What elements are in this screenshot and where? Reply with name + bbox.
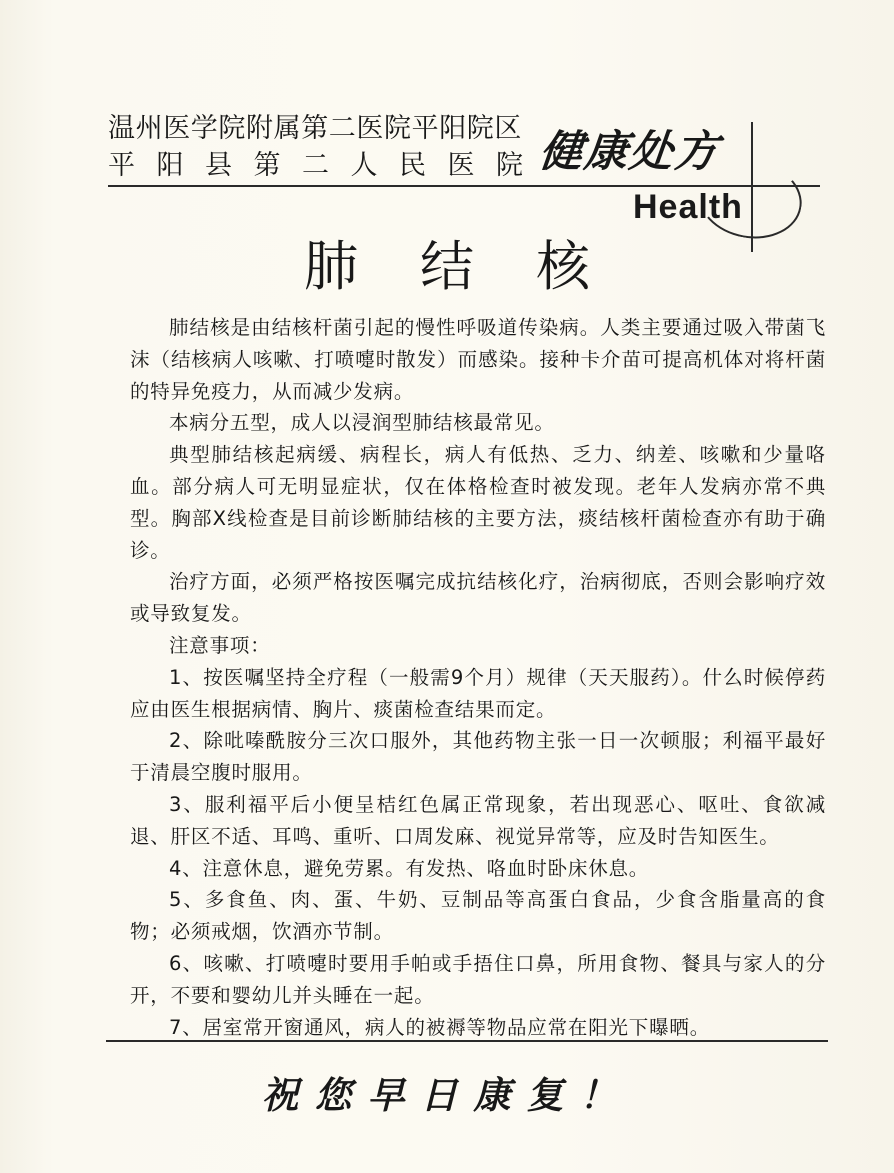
- hospital-name-line2: 平阳县第二人民医院: [108, 150, 545, 181]
- paragraph: 典型肺结核起病缓、病程长，病人有低热、乏力、纳差、咳嗽和少量咯血。部分病人可无明显症状，仅在体格检查时被发现。老年人发病亦常不典型。胸部X线检查是目前诊断肺结核的主要方法，痰结核杆菌检查亦有助于确诊。: [130, 443, 826, 562]
- note-item: 6、咳嗽、打喷嚏时要用手帕或手捂住口鼻，所用食物、餐具与家人的分开，不要和婴幼儿并头睡在一起。: [130, 951, 826, 1007]
- health-label: Health: [633, 188, 743, 226]
- note-item: 1、按医嘱坚持全疗程（一般需9个月）规律（天天服药）。什么时候停药应由医生根据病情、胸片、痰菌检查结果而定。: [130, 665, 826, 721]
- note-item: 7、居室常开窗通风，病人的被褥等物品应常在阳光下曝晒。: [169, 1015, 711, 1039]
- paragraph: 治疗方面，必须严格按医嘱完成抗结核化疗，治病彻底，否则会影响疗效或导致复发。: [130, 570, 826, 626]
- closing-wish: 祝您早日康复！: [261, 1073, 633, 1117]
- page-title: 肺结核: [304, 235, 652, 298]
- article-body: [130, 312, 826, 1043]
- note-item: 4、注意休息，避免劳累。有发热、咯血时卧床休息。: [169, 856, 650, 880]
- footer-divider: [106, 1040, 828, 1042]
- note-item: 5、多食鱼、肉、蛋、牛奶、豆制品等高蛋白食品，少食含脂量高的食物；必须戒烟，饮酒亦节制。: [130, 888, 826, 944]
- notes-heading: 注意事项：: [169, 633, 271, 657]
- note-item: 2、除吡嗪酰胺分三次口服外，其他药物主张一日一次顿服；利福平最好于清晨空腹时服用。: [130, 729, 826, 785]
- paragraph: 本病分五型，成人以浸润型肺结核最常见。: [169, 411, 555, 435]
- health-prescription-logo: 健康处方: [537, 127, 723, 177]
- hospital-name-line1: 温州医学院附属第二医院平阳院区: [108, 113, 522, 144]
- note-item: 3、服利福平后小便呈桔红色属正常现象，若出现恶心、呕吐、食欲减退、肝区不适、耳鸣、重听、口周发麻、视觉异常等，应及时告知医生。: [130, 792, 826, 848]
- paragraph: 肺结核是由结核杆菌引起的慢性呼吸道传染病。人类主要通过吸入带菌飞沫（结核病人咳嗽、打喷嚏时散发）而感染。接种卡介苗可提高机体对将杆菌的特异免疫力，从而减少发病。: [130, 316, 826, 403]
